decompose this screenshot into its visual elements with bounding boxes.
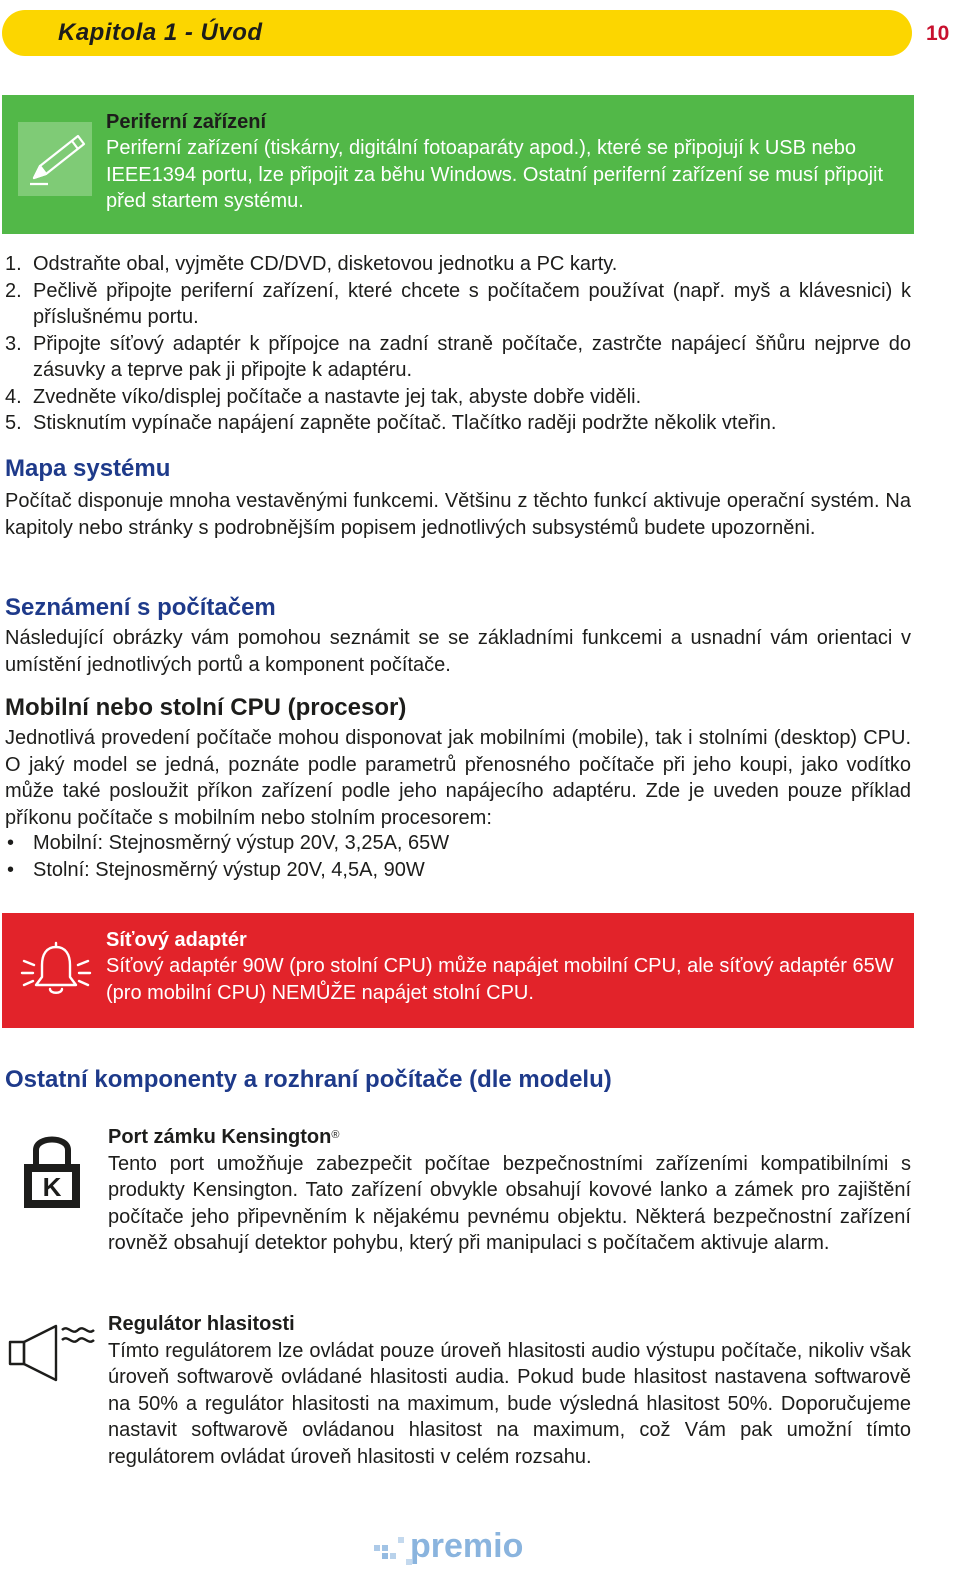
alarm-bell-icon [20,939,92,1003]
note-body: Periferní zařízení (tiskárny, digitální fotoaparáty apod.), které se připojují k USB nebo IEEE1394 portu, lze připojit za běhu Windows. Ostatní periferní zařízení se musí připojit před startem systému. [106,137,884,212]
step-number: 3. [5,332,22,355]
volume-speaker-icon [6,1318,102,1384]
cpu-bullet-list [5,830,911,883]
list-item: • Stolní: Stejnosměrný výstup 20V, 4,5A, 90W [7,858,425,881]
logo-text: premio [410,1527,524,1565]
kensington-feature [108,1124,911,1257]
chapter-title: Kapitola 1 - Úvod [58,19,263,46]
step-number: 4. [5,385,22,408]
premio-logo [370,1523,550,1567]
list-item [5,410,911,437]
step-number: 1. [5,253,22,275]
lock-letter: K [42,1172,62,1202]
volume-feature [108,1311,911,1470]
warning-body: Síťový adaptér 90W (pro stolní CPU) může napájet mobilní CPU, ale síťový adaptér 65W (pro mobilní CPU) NEMŮŽE napájet stolní CPU. [106,955,894,1004]
warning-title: Síťový adaptér [106,929,247,951]
list-item [5,384,911,411]
step-text: Připojte síťový adaptér k přípojce na zadní straně počítače, zastrčte napájecí šňůru nejprve do zásuvky a teprve pak ji připojte k adaptéru. [33,332,911,381]
volume-text: Tímto regulátorem lze ovládat pouze úroveň hlasitosti audio výstupu počítače, nikoliv však úroveň softwarově ovládané hlasitosti audia. Pokud bude hlasitost nastavena softwarově na 50% a regulátor hlasitosti na maximum, bude výsledná hlasitost 50%. Doporučujeme nastavit softwarově ovládanou hlasitost na maximum, což Vám pak umožní tímto regulátorem ovládat úroveň hlasitosti v celém rozsahu. [108,1339,911,1468]
cpu-heading: Mobilní nebo stolní CPU (procesor) [5,694,407,721]
bullet-text: Mobilní: Stejnosměrný výstup 20V, 3,25A, 65W [33,832,450,854]
step-number: 5. [5,412,22,434]
kensington-title: Port zámku Kensington [108,1126,332,1148]
list-item: • Mobilní: Stejnosměrný výstup 20V, 3,25A, 65W [7,832,450,854]
kensington-lock-icon [20,1130,84,1210]
note-title: Periferní zařízení [106,111,267,133]
page-number: 10 [926,22,950,45]
bullet-text: Stolní: Stejnosměrný výstup 20V, 4,5A, 90W [33,858,425,881]
list-item [5,251,911,278]
step-text: Zvedněte víko/displej počítače a nastavte jej tak, abyste dobře viděli. [33,385,642,408]
list-item [5,278,911,331]
step-number: 2. [5,279,22,302]
step-text: Stisknutím vypínače napájení zapněte počítač. Tlačítko raději podržte několik vteřin. [33,412,777,434]
kensington-text: Tento port umožňuje zabezpečit počítae bezpečnostními zařízeními kompatibilními s produkty Kensington. Tato zařízení obvykle obsahují kovové lanko a zámek pro zajištění počítače jeho připevněním k nějakému pevnému objektu. Některá bezpečnostní zařízení rovněž obsahují detektor pohybu, který při manipulaci s počítačem aktivuje alarm. [108,1152,911,1254]
intro-heading: Seznámení s počítačem [5,594,276,621]
components-heading: Ostatní komponenty a rozhraní počítače (dle modelu) [5,1066,612,1093]
trademark-sign: ® [331,1129,340,1141]
step-text: Pečlivě připojte periferní zařízení, které chcete s počítačem používat (např. myš a klávesnici) k příslušnému portu. [33,279,911,328]
note-box [2,95,914,234]
pencil-icon [18,122,92,196]
system-map-heading: Mapa systému [5,455,171,482]
warning-box [2,913,914,1028]
list-item [5,331,911,384]
system-map-text: Počítač disponuje mnoha vestavěnými funkcemi. Většinu z těchto funkcí aktivuje operační systém. Na kapitoly nebo stránky s podrobnějším popisem jednotlivých subsystémů budete upozorněni. [5,490,911,539]
step-text: Odstraňte obal, vyjměte CD/DVD, disketovou jednotku a PC karty. [33,253,618,275]
cpu-text: Jednotlivá provedení počítače mohou disponovat jak mobilními (mobile), tak i stolními (desktop) CPU. O jaký model se jedná, poznáte podle parametrů přenosného počítače při jeho koupi, jako vodítko může také posloužit příkon zařízení podle jeho napájecího adaptéru. Zde je uveden pouze příklad příkonu počítače s mobilním nebo stolním procesorem: [5,727,911,829]
steps-list [5,251,911,437]
intro-text: Následující obrázky vám pomohou seznámit se se základními funkcemi a usnadní vám orientaci v umístění jednotlivých portů a komponent počítače. [5,627,911,676]
volume-title: Regulátor hlasitosti [108,1313,295,1335]
